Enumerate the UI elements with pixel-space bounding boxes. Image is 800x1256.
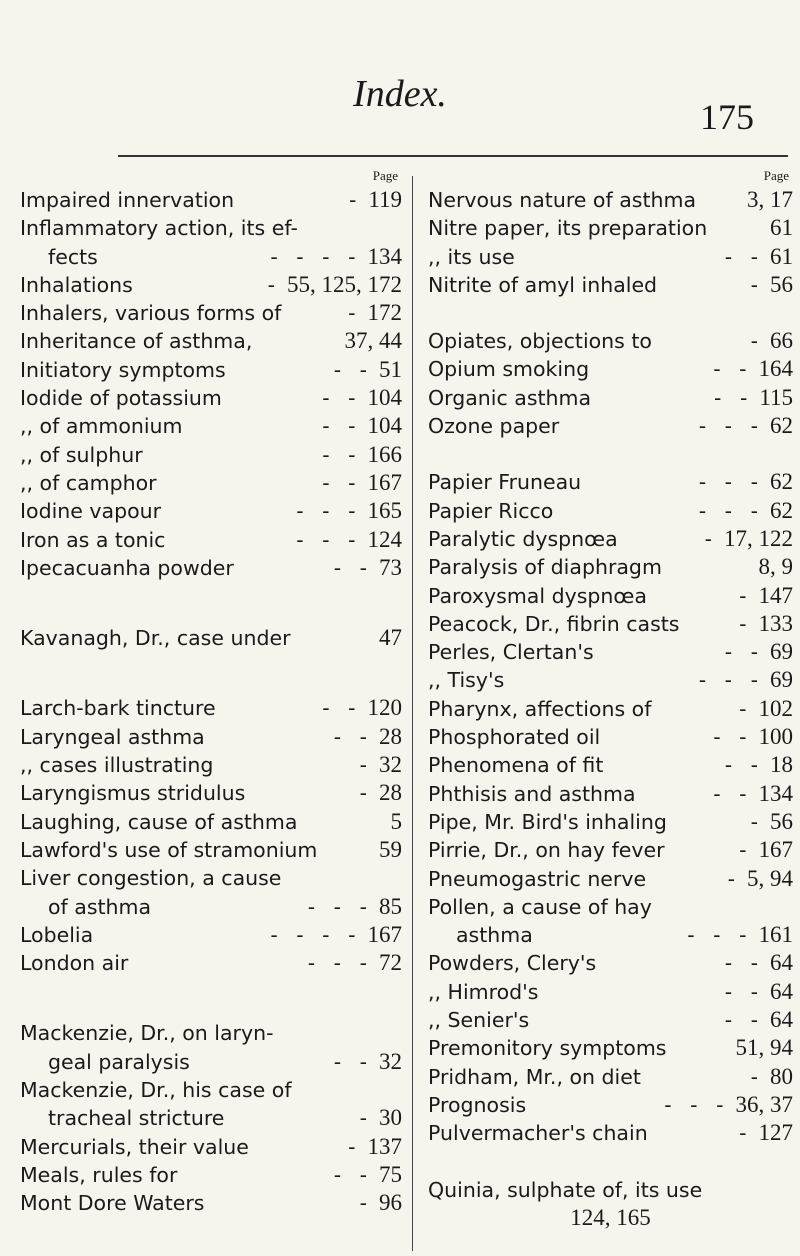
index-subentry: ,, cases illustrating - 32 (20, 752, 402, 778)
index-entry: Laryngeal asthma - - 28 (20, 723, 402, 749)
index-entry: Iron as a tonic - - - 124 (20, 526, 402, 552)
index-entry: Nitrite of amyl inhaled - 56 (428, 271, 793, 297)
index-entry: Lawford's use of stramonium 59 (20, 836, 402, 862)
column-divider (412, 176, 413, 1251)
index-entry: Inflammatory action, its ef- (20, 216, 298, 241)
index-entry: Larch-bark tincture - - 120 (20, 695, 402, 721)
right-column (428, 166, 793, 1232)
index-entry: Pirrie, Dr., on hay fever - 167 (428, 837, 793, 863)
index-entry-continued: asthma - - - 161 (456, 922, 793, 948)
index-entry-continued: 124, 165 (570, 1204, 651, 1230)
index-entry: Papier Fruneau - - - 62 (428, 469, 793, 495)
section-gap (20, 610, 402, 624)
index-entry: Organic asthma - - 115 (428, 384, 793, 410)
section-gap (428, 1148, 793, 1176)
running-head-title: Index. (353, 73, 447, 115)
index-entry: Inhalations - 55, 125, 172 (20, 271, 402, 297)
index-entry: Phosphorated oil - - 100 (428, 724, 793, 750)
index-entry: Inheritance of asthma, 37, 44 (20, 328, 402, 354)
index-entry: Peacock, Dr., fibrin casts - 133 (428, 610, 793, 636)
section-gap (428, 299, 793, 327)
header-rule (118, 155, 788, 157)
index-entry: Papier Ricco - - - 62 (428, 497, 793, 523)
index-entry: Mercurials, their value - 137 (20, 1133, 402, 1159)
index-entry: Nitre paper, its preparation 61 (428, 215, 793, 241)
page-column-label: Page (372, 168, 398, 183)
index-subentry: ,, of sulphur - - 166 (20, 441, 402, 467)
index-entry: Impaired innervation - 119 (20, 187, 402, 212)
section-gap (20, 1005, 402, 1019)
index-entry: London air - - - 72 (20, 950, 402, 976)
page-column-label: Page (763, 168, 789, 183)
index-entry: Pollen, a cause of hay (428, 894, 652, 919)
index-entry: Mont Dore Waters - 96 (20, 1190, 402, 1216)
index-entry: Liver congestion, a cause (20, 866, 282, 891)
index-entry: Iodide of potassium - - 104 (20, 385, 402, 411)
index-entry: Perles, Clertan's - - 69 (428, 639, 793, 665)
index-entry: Pulvermacher's chain - 127 (428, 1120, 793, 1146)
index-entry: Ipecacuanha powder - - 73 (20, 554, 402, 580)
index-entry: Inhalers, various forms of - 172 (20, 300, 402, 326)
index-entry: Paralytic dyspnœa - 17, 122 (428, 525, 793, 551)
index-entry-continued: fects - - - - 134 (48, 243, 402, 269)
index-entry-continued: tracheal stricture - 30 (48, 1105, 402, 1131)
index-entry: Powders, Clery's - - 64 (428, 950, 793, 976)
index-subentry: ,, Himrod's - - 64 (428, 978, 793, 1004)
index-entry-continued: of asthma - - - 85 (48, 893, 402, 919)
index-entry: Pharynx, affections of - 102 (428, 695, 793, 721)
index-subentry: ,, of ammonium - - 104 (20, 413, 402, 439)
index-entry: Nervous nature of asthma 3, 17 (428, 187, 793, 212)
index-entry: Premonitory symptoms 51, 94 (428, 1035, 793, 1061)
index-entry: Mackenzie, Dr., on laryn- (20, 1021, 274, 1046)
index-entry: Initiatory symptoms - - 51 (20, 356, 402, 382)
index-subentry: ,, Senier's - - 64 (428, 1007, 793, 1033)
left-column (20, 166, 402, 1218)
index-entry: Ozone paper - - - 62 (428, 413, 793, 439)
index-entry: Paralysis of diaphragm 8, 9 (428, 554, 793, 580)
index-entry: Lobelia - - - - 167 (20, 921, 402, 947)
index-subentry: ,, Tisy's - - - 69 (428, 667, 793, 693)
index-entry: Kavanagh, Dr., case under 47 (20, 625, 402, 651)
section-gap (428, 440, 793, 468)
index-entry: Pridham, Mr., on diet - 80 (428, 1063, 793, 1089)
section-gap (20, 582, 402, 610)
index-entry: Iodine vapour - - - 165 (20, 498, 402, 524)
section-gap (20, 652, 402, 680)
index-entry: Laryngismus stridulus - 28 (20, 780, 402, 806)
index-entry: Opiates, objections to - 66 (428, 328, 793, 354)
page-number: 175 (700, 97, 754, 137)
index-entry: Pipe, Mr. Bird's inhaling - 56 (428, 808, 793, 834)
index-entry-continued: geal paralysis - - 32 (48, 1048, 402, 1074)
index-entry: Opium smoking - - 164 (428, 356, 793, 382)
section-gap (20, 977, 402, 1005)
index-entry: Meals, rules for - - 75 (20, 1161, 402, 1187)
index-entry: Phenomena of fit - - 18 (428, 752, 793, 778)
index-subentry: ,, its use - - 61 (428, 243, 793, 269)
index-entry: Pneumogastric nerve - 5, 94 (428, 865, 793, 891)
section-gap (20, 680, 402, 694)
index-entry: Quinia, sulphate of, its use (428, 1177, 703, 1202)
index-subentry: ,, of camphor - - 167 (20, 469, 402, 495)
index-entry: Mackenzie, Dr., his case of (20, 1078, 292, 1103)
index-entry: Prognosis - - - 36, 37 (428, 1091, 793, 1117)
index-entry: Laughing, cause of asthma 5 (20, 808, 402, 834)
index-entry: Phthisis and asthma - - 134 (428, 780, 793, 806)
index-entry: Paroxysmal dyspnœa - 147 (428, 582, 793, 608)
